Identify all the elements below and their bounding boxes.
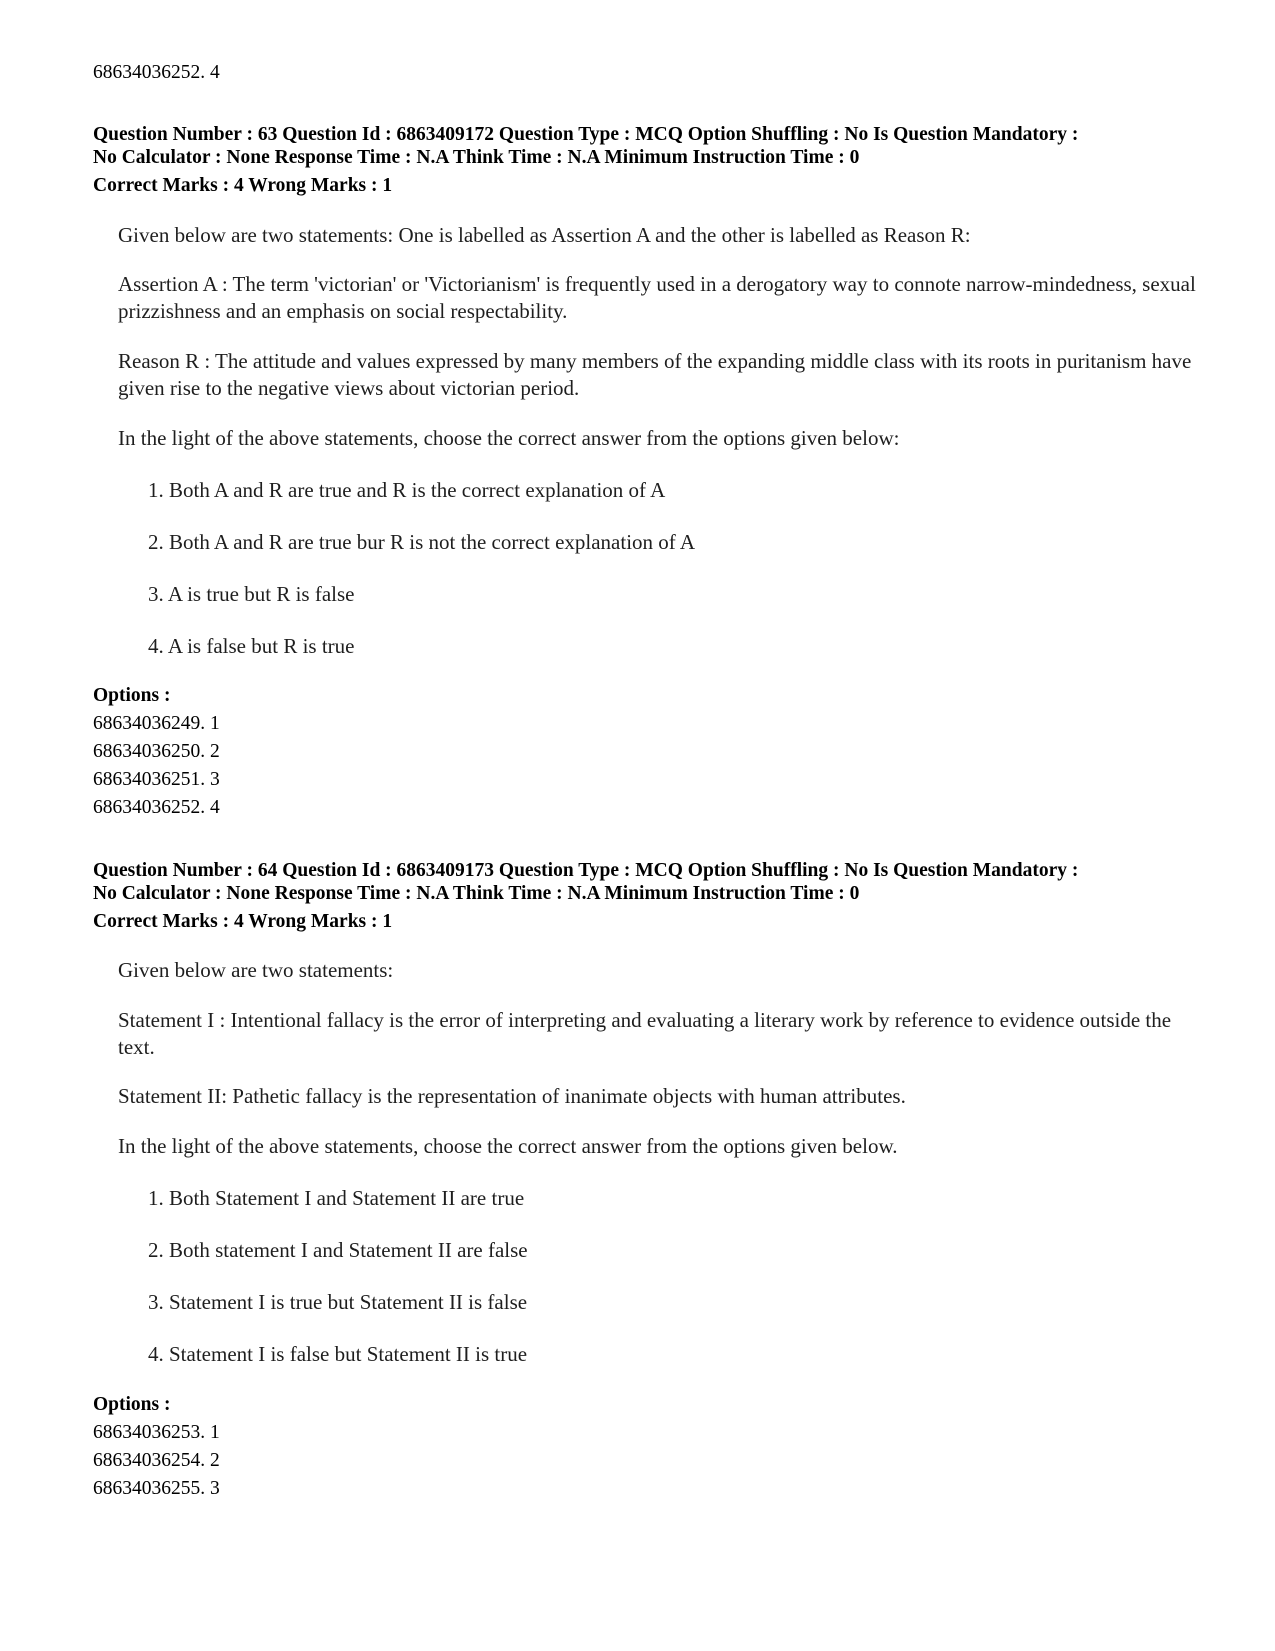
option-id-line: 68634036255. 3 — [93, 1478, 220, 1499]
option-id-line: 68634036253. 1 — [93, 1422, 220, 1443]
question-header-line2: No Calculator : None Response Time : N.A Think Time : N.A Minimum Instruction Time : 0 — [93, 883, 860, 904]
option-id-line: 68634036249. 1 — [93, 713, 220, 734]
options-label: Options : — [93, 1394, 171, 1415]
reason-statement: Reason R : The attitude and values expressed by many members of the expanding middle class with its roots in puritanism have given rise to the negative views about victorian period. — [118, 349, 1192, 400]
assertion-statement: Assertion A : The term 'victorian' or 'Victorianism' is frequently used in a derogatory way to connote narrow-mindedness, sexual prizzishness and an emphasis on social respectability. — [118, 272, 1196, 323]
option-id-line: 68634036254. 2 — [93, 1450, 220, 1471]
question-marks: Correct Marks : 4 Wrong Marks : 1 — [93, 911, 393, 932]
question-prompt: In the light of the above statements, choose the correct answer from the options given below: — [118, 426, 900, 450]
question-body — [118, 957, 1198, 1367]
answer-choice: 4. A is false but R is true — [148, 634, 355, 658]
question-header-line2: No Calculator : None Response Time : N.A Think Time : N.A Minimum Instruction Time : 0 — [93, 147, 860, 168]
answer-choice: 1. Both Statement I and Statement II are true — [148, 1186, 525, 1210]
question-header-line1: Question Number : 63 Question Id : 6863409172 Question Type : MCQ Option Shuffling : No Is Question Mandatory : — [93, 124, 1079, 145]
question-marks: Correct Marks : 4 Wrong Marks : 1 — [93, 175, 393, 196]
statement-one: Statement I : Intentional fallacy is the error of interpreting and evaluating a literary work by reference to evidence outside the text. — [118, 1008, 1172, 1059]
option-id-line: 68634036252. 4 — [93, 797, 220, 818]
answer-choice: 4. Statement I is false but Statement II is true — [148, 1342, 528, 1366]
question-header-line1: Question Number : 64 Question Id : 6863409173 Question Type : MCQ Option Shuffling : No Is Question Mandatory : — [93, 860, 1079, 881]
answer-choice: 2. Both statement I and Statement II are false — [148, 1238, 528, 1262]
option-id-line: 68634036251. 3 — [93, 769, 220, 790]
options-label: Options : — [93, 685, 171, 706]
statement-two: Statement II: Pathetic fallacy is the representation of inanimate objects with human attributes. — [118, 1084, 906, 1108]
question-intro: Given below are two statements: — [118, 958, 394, 982]
answer-choice: 3. Statement I is true but Statement II is false — [148, 1290, 528, 1314]
option-id-line: 68634036250. 2 — [93, 741, 220, 762]
previous-option-line: 68634036252. 4 — [93, 62, 220, 83]
answer-choice: 2. Both A and R are true bur R is not the correct explanation of A — [148, 530, 696, 554]
question-body — [118, 222, 1198, 667]
question-prompt: In the light of the above statements, choose the correct answer from the options given below. — [118, 1134, 898, 1158]
question-intro: Given below are two statements: One is labelled as Assertion A and the other is labelled as Reason R: — [118, 223, 971, 247]
answer-choice: 3. A is true but R is false — [148, 582, 355, 606]
answer-choice: 1. Both A and R are true and R is the correct explanation of A — [148, 478, 666, 502]
